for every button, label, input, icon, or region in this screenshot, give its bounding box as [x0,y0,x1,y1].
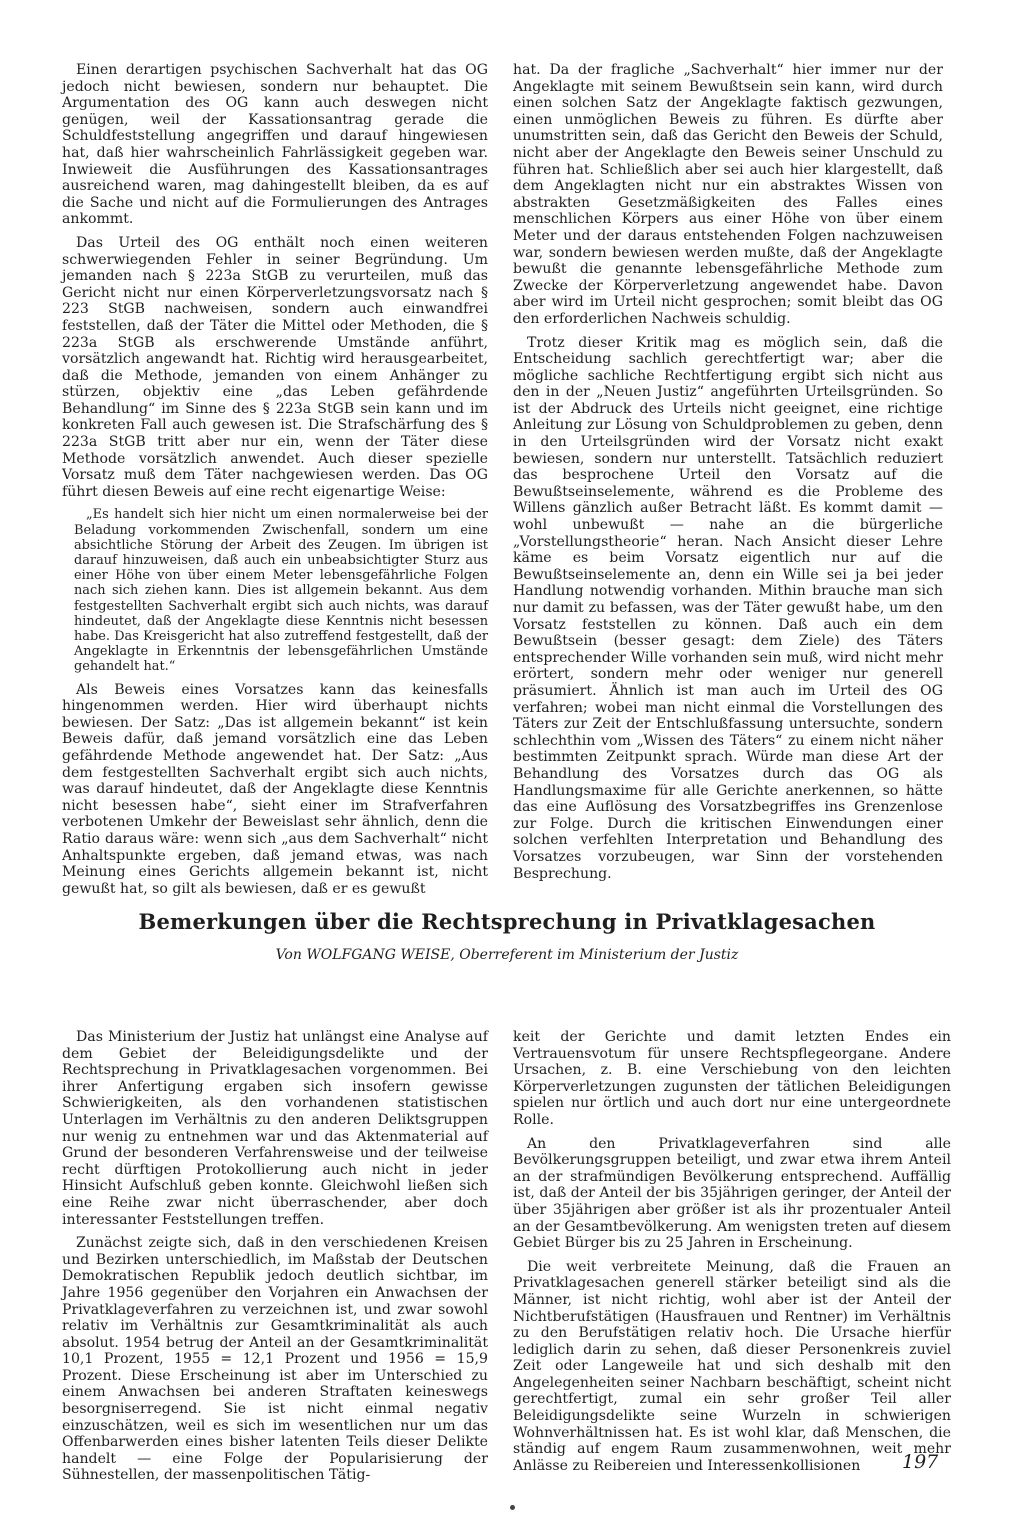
article2-right-column [513,1029,951,1481]
paragraph: Trotz dieser Kritik mag es möglich sein, daß die Entscheidung sachlich gerechtfertigt war; aber die mögliche sachliche Rechtfertigung ergibt sich nicht aus den in der „Neuen Justiz“ angeführten Urteilsgründen. So ist der Abdruck des Urteils nicht geeignet, eine richtige Anleitung zur Lösung von Schuldproblemen zu geben, denn in den Urteilsgründen wird der Vorsatz nicht exakt bewiesen, sondern nur unterstellt. Tatsächlich reduziert das besprochene Urteil den Vorsatz auf die Bewußtseinselemente, während es die Probleme des Willens gänzlich außer Betracht läßt. Es kommt damit — wohl unbewußt — nahe an die bürgerliche „Vorstellungstheorie“ heran. Nach Ansicht dieser Lehre käme es beim Vorsatz eigentlich nur auf die Bewußtseinselemente an, denn ein Wille sei ja bei jeder Handlung notwendig vorhanden. Mithin brauche man sich nur damit zu befassen, was der Täter gewußt habe, um den Vorsatz feststellen zu können. Daß auch ein dem Bewußtsein (besser gesagt: dem Ziele) des Täters entsprechender Wille vorhanden sein muß, wird nicht mehr erörtert, sondern mehr oder weniger nur generell präsumiert. Ähnlich ist man auch im Urteil des OG verfahren; wobei man nicht einmal die Vorstellungen des Täters zur Zeit der Entschlußfassung untersuchte, sondern schlechthin vom „Wissen des Täters“ zu einem nicht näher bestimmten Zeitpunkt sprach. Würde man diese Art der Behandlung des Vorsatzes durch das OG als Handlungsmaxime für alle Gerichte anerkennen, so hätte das eine Auflösung des Vorsatzbegriffes ins Grenzenlose zur Folge. Durch die kritischen Einwendungen einer solchen verfehlten Interpretation und Behandlung des Vorsatzes vorzubeugen, war Sinn der vorstehenden Besprechung. [513,334,943,882]
paragraph: keit der Gerichte und damit letzten Endes ein Vertrauensvotum für unsere Rechtspflegeorgane. Andere Ursachen, z. B. eine Verschiebung von den leichten Körperverletzungen zugunsten der tätlichen Beleidigungen spielen nur örtlich und auch dort nur eine untergeordnete Rolle. [513,1029,951,1128]
paragraph: Einen derartigen psychischen Sachverhalt hat das OG jedoch nicht bewiesen, sondern nur behauptet. Die Argumentation des OG kann auch deswegen nicht genügen, weil der Kassationsantrag gerade die Schuldfeststellung angegriffen und darauf hingewiesen hat, daß hier wahrscheinlich Fahrlässigkeit gegeben war. Inwieweit die Ausführungen des Kassationsantrages ausreichend waren, mag dahingestellt bleiben, da es auf die Sache und nicht auf die Formulierungen des Antrages ankommt. [62,62,488,228]
paragraph: Als Beweis eines Vorsatzes kann das keinesfalls hingenommen werden. Hier wird überhaupt nichts bewiesen. Der Satz: „Das ist allgemein bekannt“ ist kein Beweis dafür, daß jemand vorsätzlich eine das Leben gefährdende Methode angewendet hat. Der Satz: „Aus dem festgestellten Sachverhalt ergibt sich auch nichts, was darauf hindeutet, daß der Angeklagte diese Kenntnis nicht besessen habe“, sieht einer im Strafverfahren verbotenen Umkehr der Beweislast sehr ähnlich, denn die Ratio daraus wäre: wenn sich „aus dem Sachverhalt“ nicht Anhaltspunkte ergeben, daß jemand etwas, was nach Meinung eines Gerichts allgemein bekannt ist, nicht gewußt hat, so gilt als bewiesen, daß er es gewußt [62,681,488,897]
article1-left-column [62,62,488,904]
paragraph: Die weit verbreitete Meinung, daß die Frauen an Privatklagesachen generell stärker beteiligt sind als die Männer, ist nicht richtig, wohl aber ist der Anteil der Nichtberufstätigen (Hausfrauen und Rentner) im Verhältnis zu den Berufstätigen relativ hoch. Die Ursache hierfür lediglich darin zu sehen, daß dieser Personenkreis zuviel Zeit oder Langeweile hat und sich deshalb mit den Angelegenheiten seiner Nachbarn beschäftigt, scheint nicht gerechtfertigt, zumal ein sehr großer Teil aller Beleidigungsdelikte seine Wurzeln in schwierigen Wohnverhältnissen hat. Es ist wohl klar, daß Menschen, die ständig auf engem Raum zusammenwohnen, weit mehr Anlässe zu Reibereien und Interessenkollisionen [513,1258,951,1474]
article-title: Bemerkungen über die Rechtsprechung in Privatklagesachen [138,909,876,934]
paragraph: An den Privatklageverfahren sind alle Bevölkerungsgruppen beteiligt, und zwar etwa ihrem Anteil an der strafmündigen Bevölkerung entsprechend. Auffällig ist, daß der Anteil der bis 35jährigen geringer, der Anteil der über 35jährigen aber größer ist als ihr prozentualer Anteil an der Gesamtbevölkerung. Am wenigsten treten auf diesem Gebiet Bürger bis zu 25 Jahren in Erscheinung. [513,1135,951,1252]
paragraph: Zunächst zeigte sich, daß in den verschiedenen Kreisen und Bezirken unterschiedlich, im Maßstab der Deutschen Demokratischen Republik jedoch deutlich sichtbar, im Jahre 1956 gegenüber den Vorjahren ein Anwachsen der Privatklageverfahren zu verzeichnen ist, und zwar sowohl relativ im Verhältnis zur Gesamtkriminalität als auch absolut. 1954 betrug der Anteil an der Gesamtkriminalität 10,1 Prozent, 1955 = 12,1 Prozent und 1956 = 15,9 Prozent. Diese Erscheinung ist aber im Unterschied zu einem Anwachsen bei anderen Straftaten keineswegs besorgniserregend. Sie ist nicht einmal negativ einzuschätzen, weil es sich im wesentlichen nur um das Offenbarwerden eines bisher latenten Teils dieser Delikte handelt — eine Folge der Popularisierung der Sühnestellen, der massenpolitischen Tätig- [62,1235,488,1484]
article1-right-column [513,62,943,889]
print-mark [510,1505,515,1510]
court-quote: „Es handelt sich hier nicht um einen normalerweise bei der Beladung vorkommenden Zwischenfall, sondern um eine absichtliche Störung der Arbeit des Zeugen. Im übrigen ist darauf hinzuweisen, daß auch ein unbeabsichtigter Sturz aus einer Höhe von über einem Meter lebensgefährliche Folgen nach sich ziehen kann. Dies ist allgemein bekannt. Aus dem festgestellten Sachverhalt ergibt sich auch nichts, was darauf hindeutet, daß der Angeklagte diese Kenntnis nicht besessen habe. Das Kreisgericht hat also zutreffend festgestellt, daß der Angeklagte in Erkenntnis der lebensgefährlichen Umstände gehandelt hat.“ [74,507,488,675]
page-number: 197 [902,1451,939,1473]
paragraph: hat. Da der fragliche „Sachverhalt“ hier immer nur der Angeklagte mit seinem Bewußtsein sein kann, wird durch einen solchen Satz der Angeklagte faktisch gezwungen, einen unmöglichen Beweis zu führen. Es dürfte aber unumstritten sein, daß das Gericht den Beweis der Schuld, nicht aber der Angeklagte den Beweis seiner Unschuld zu führen hat. Schließlich aber sei auch hier klargestellt, daß dem Angeklagten nicht nur ein abstraktes Wissen von abstrakten Gesetzmäßigkeiten des Falles eines menschlichen Körpers aus einer Höhe von über einem Meter und der daraus entstehenden Folgen nachzuweisen war, sondern bewiesen werden mußte, daß der Angeklagte bewußt die genannte lebensgefährliche Methode zum Zwecke der Körperverletzung angewendet habe. Davon aber wird im Urteil nicht gesprochen; somit bleibt das OG den erforderlichen Nachweis schuldig. [513,62,943,327]
paragraph: Das Ministerium der Justiz hat unlängst eine Analyse auf dem Gebiet der Beleidigungsdelikte und der Rechtsprechung in Privatklagesachen vorgenommen. Bei ihrer Anfertigung ergaben sich insofern gewisse Schwierigkeiten, als den vorhandenen statistischen Unterlagen im Verhältnis zu den anderen Deliktsgruppen nur wenig zu entnehmen war und das Aktenmaterial auf Grund der besonderen Verfahrensweise und der teilweise recht dürftigen Protokollierung auch nicht in jeder Hinsicht Aufschluß geben konnte. Gleichwohl ließen sich eine Reihe zwar nicht überraschender, aber doch interessanter Feststellungen treffen. [62,1029,488,1228]
article-byline: Von WOLFGANG WEISE, Oberreferent im Ministerium der Justiz [275,947,739,963]
paragraph: Das Urteil des OG enthält noch einen weiteren schwerwiegenden Fehler in seiner Begründung. Um jemanden nach § 223a StGB zu verurteilen, muß das Gericht nicht nur einen Körperverletzungsvorsatz nach § 223 StGB nachweisen, sondern auch einwandfrei feststellen, daß der Täter die Mittel oder Methoden, die § 223a StGB als erschwerende Umstände anführt, vorsätzlich angewandt hat. Richtig wird herausgearbeitet, daß die Methode, jemanden von einem Anhänger zu stürzen, objektiv eine „das Leben gefährdende Behandlung“ im Sinne des § 223a StGB sein kann und im konkreten Fall auch gewesen ist. Die Strafschärfung des § 223a StGB tritt aber nur ein, wenn der Täter diese Methode vorsätzlich anwendet. Auch dieser spezielle Vorsatz muß dem Täter nachgewiesen werden. Das OG führt diesen Beweis auf eine recht eigenartige Weise: [62,234,488,500]
article2-left-column [62,1029,488,1491]
